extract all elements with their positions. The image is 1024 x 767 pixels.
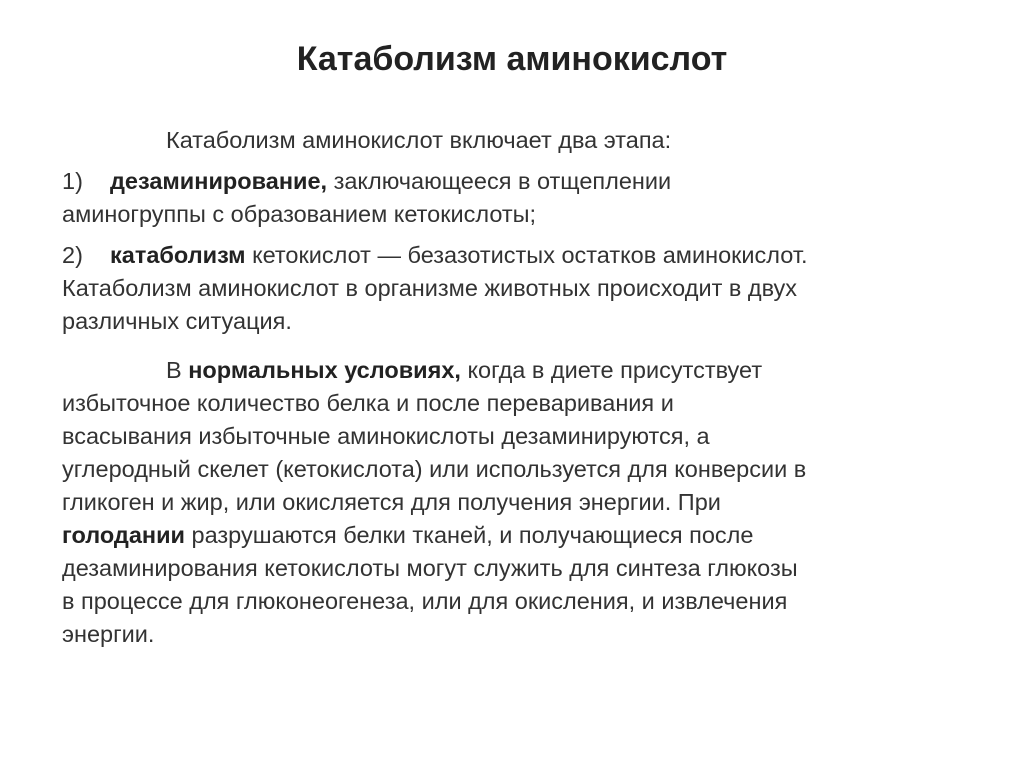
starvation-line4: энергии. xyxy=(62,621,155,647)
step-1-term: дезаминирование, xyxy=(110,168,328,194)
step-2-term: катаболизм xyxy=(110,242,246,268)
intro-paragraph: Катаболизм аминокислот включает два этапа: xyxy=(166,127,672,153)
normal-line3: всасывания избыточные аминокислоты дезаминируются, а xyxy=(62,423,710,449)
step-2 xyxy=(62,239,982,338)
normal-lead: В xyxy=(166,357,189,383)
continuation-line2: различных ситуация. xyxy=(62,308,292,334)
step-2-number: 2) xyxy=(62,242,83,268)
normal-term: нормальных условиях, xyxy=(188,357,461,383)
continuation-line1: Катаболизм аминокислот в организме животных происходит в двух xyxy=(62,275,798,301)
starvation-line1: разрушаются белки тканей, и получающиеся после xyxy=(185,522,754,548)
normal-line4: углеродный скелет (кетокислота) или используется для конверсии в xyxy=(62,456,807,482)
starvation-term: голодании xyxy=(62,522,185,548)
normal-line2: избыточное количество белка и после переваривания и xyxy=(62,390,674,416)
step-1 xyxy=(62,165,982,231)
normal-line1: когда в диете присутствует xyxy=(460,357,763,383)
normal-conditions-paragraph xyxy=(62,354,982,651)
step-1-number: 1) xyxy=(62,168,83,194)
step-1-text: заключающееся в отщеплении xyxy=(327,168,672,194)
slide-title: Катаболизм аминокислот xyxy=(296,40,728,78)
starvation-line2: дезаминирования кетокислоты могут служить для синтеза глюкозы xyxy=(62,555,798,581)
normal-line5: гликоген и жир, или окисляется для получения энергии. При xyxy=(62,489,721,515)
starvation-line3: в процессе для глюконеогенеза, или для окисления, и извлечения xyxy=(62,588,788,614)
step-2-text: кетокислот — безазотистых остатков аминокислот. xyxy=(245,242,808,268)
slide-body xyxy=(62,124,982,651)
step-1-text-line2: аминогруппы с образованием кетокислоты; xyxy=(62,201,537,227)
